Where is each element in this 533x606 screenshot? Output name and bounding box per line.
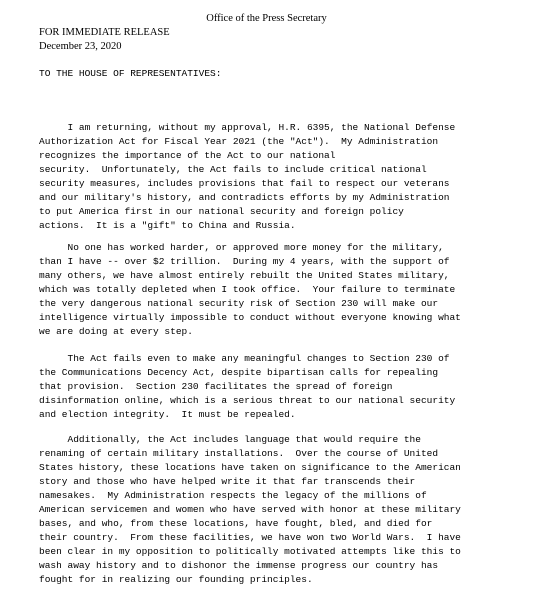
office-heading: Office of the Press Secretary	[206, 13, 327, 24]
salutation: TO THE HOUSE OF REPRESENTATIVES:	[39, 68, 222, 79]
body-paragraph-3: The Act fails even to make any meaningful changes to Section 230 of the Communications Decency Act, despite bipartisan calls for repealing that provision. Section 230 facilitates the spread of foreign disinformation online, which is a serious threat to our national security and election integrity. It must be repealed.	[39, 353, 456, 420]
release-label: FOR IMMEDIATE RELEASE	[39, 27, 170, 38]
body-paragraph-2: No one has worked harder, or approved more money for the military, than I have -- over $2 trillion. During my 4 years, with the support of many others, we have almost entirely rebuilt the United States military, which was totally depleted when I took office. Your failure to terminate the very dangerous national security risk of Section 230 will make our intelligence virtually impossible to conduct without everyone knowing what we are doing at every step.	[39, 242, 461, 337]
body-paragraph-4: Additionally, the Act includes language that would require the renaming of certain military installations. Over the course of United States history, these locations have taken on significance to the American story and those who have helped write it that far transcends their namesakes. My Administration respects the legacy of the millions of American servicemen and women who have served with honor at these military bases, and who, from these locations, have fought, bled, and died for their country. From these facilities, we have won two World Wars. I have been clear in my opposition to politically motivated attempts like this to wash away history and to dishonor the immense progress our country has fought for in realizing our founding principles.	[39, 434, 461, 585]
release-date: December 23, 2020	[39, 41, 122, 52]
body-paragraph-1: I am returning, without my approval, H.R. 6395, the National Defense Authorization Act for Fiscal Year 2021 (the "Act"). My Administration recognizes the importance of the Act to our national security. Unfortunately, the Act fails to include critical national security measures, includes provisions that fail to respect our veterans and our military's history, and contradicts efforts by my Administration to put America first in our national security and foreign policy actions. It is a "gift" to China and Russia.	[39, 122, 456, 231]
